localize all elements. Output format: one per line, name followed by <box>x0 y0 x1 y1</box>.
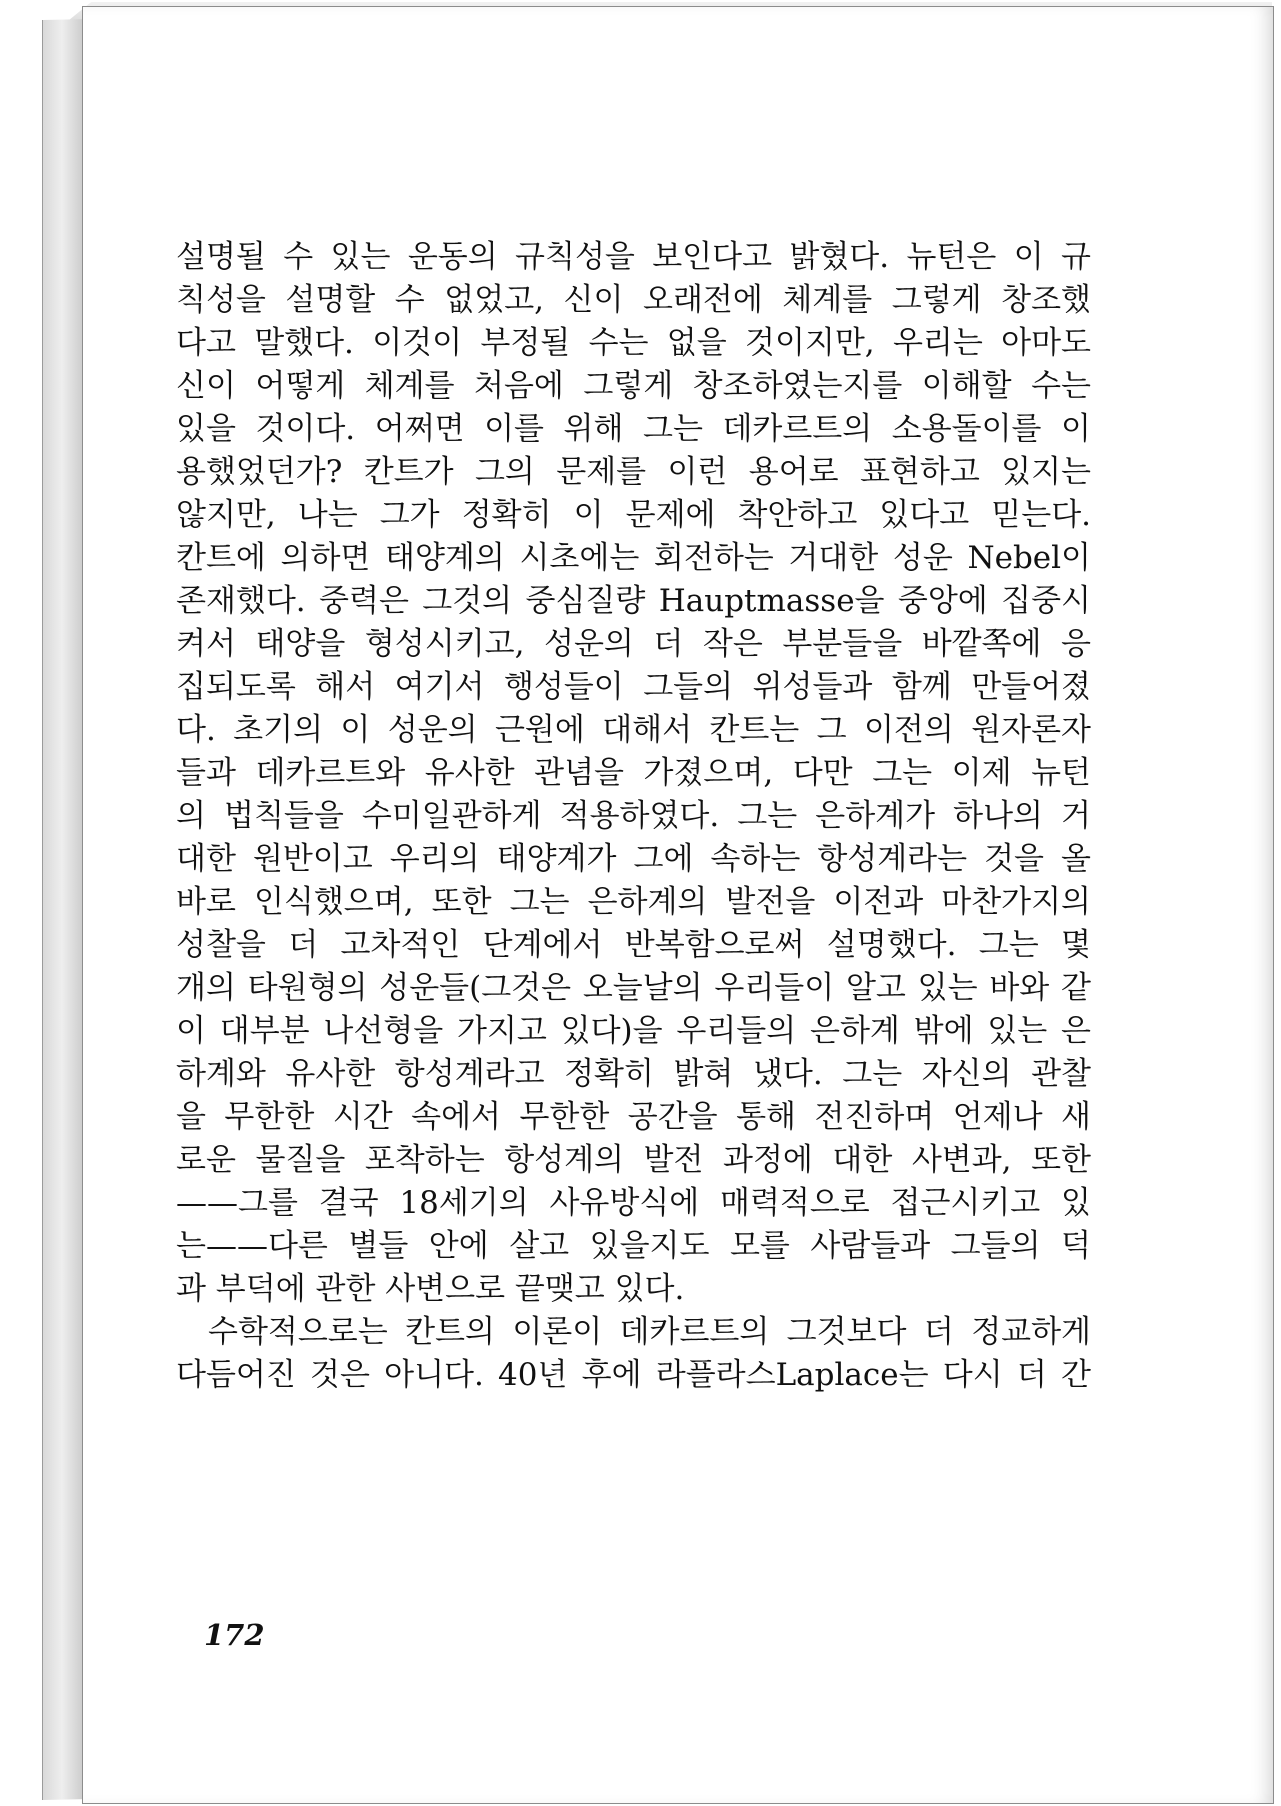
text-line-paragraph-start: 수학적으로는 칸트의 이론이 데카르트의 그것보다 더 정교하게 <box>208 1314 1091 1350</box>
text-line: 의 법칙들을 수미일관하게 적용하였다. 그는 은하계가 하나의 거 <box>176 798 1091 834</box>
text-line: 로운 물질을 포착하는 항성계의 발전 과정에 대한 사변과, 또한 <box>176 1142 1091 1178</box>
text-line: 이 대부분 나선형을 가지고 있다)을 우리들의 은하계 밖에 있는 은 <box>176 1013 1091 1049</box>
text-line: 있을 것이다. 어쩌면 이를 위해 그는 데카르트의 소용돌이를 이 <box>176 411 1091 447</box>
text-line: 바로 인식했으며, 또한 그는 은하계의 발전을 이전과 마찬가지의 <box>176 884 1091 920</box>
text-line: 다고 말했다. 이것이 부정될 수는 없을 것이지만, 우리는 아마도 <box>176 325 1091 361</box>
text-line: 존재했다. 중력은 그것의 중심질량 Hauptmasse을 중앙에 집중시 <box>176 583 1091 619</box>
text-line: 신이 어떻게 체계를 처음에 그렇게 창조하였는지를 이해할 수는 <box>176 368 1091 404</box>
text-line: 다듬어진 것은 아니다. 40년 후에 라플라스Laplace는 다시 더 간 <box>176 1357 1091 1393</box>
text-line: 대한 원반이고 우리의 태양계가 그에 속하는 항성계라는 것을 올 <box>176 841 1091 877</box>
text-line: 을 무한한 시간 속에서 무한한 공간을 통해 전진하며 언제나 새 <box>176 1099 1091 1135</box>
text-line: 는——다른 별들 안에 살고 있을지도 모를 사람들과 그들의 덕 <box>176 1228 1091 1264</box>
text-line: 집되도록 해서 여기서 행성들이 그들의 위성들과 함께 만들어졌 <box>176 669 1091 705</box>
text-line: 성찰을 더 고차적인 단계에서 반복함으로써 설명했다. 그는 몇 <box>176 927 1091 963</box>
text-line: 칙성을 설명할 수 없었고, 신이 오래전에 체계를 그렇게 창조했 <box>176 282 1091 318</box>
text-line: 다. 초기의 이 성운의 근원에 대해서 칸트는 그 이전의 원자론자 <box>176 712 1091 748</box>
book-spine <box>42 19 85 1800</box>
page-number: 172 <box>204 1618 265 1652</box>
text-line-paragraph-end: 과 부덕에 관한 사변으로 끝맺고 있다. <box>176 1271 685 1307</box>
text-line: 들과 데카르트와 유사한 관념을 가졌으며, 다만 그는 이제 뉴턴 <box>176 755 1091 791</box>
text-line: ——그를 결국 18세기의 사유방식에 매력적으로 접근시키고 있 <box>176 1185 1091 1221</box>
text-line: 않지만, 나는 그가 정확히 이 문제에 착안하고 있다고 믿는다. <box>176 497 1091 533</box>
text-line: 용했었던가? 칸트가 그의 문제를 이런 용어로 표현하고 있지는 <box>176 454 1091 490</box>
text-line: 하계와 유사한 항성계라고 정확히 밝혀 냈다. 그는 자신의 관찰 <box>176 1056 1091 1092</box>
text-line: 설명될 수 있는 운동의 규칙성을 보인다고 밝혔다. 뉴턴은 이 규 <box>176 239 1091 275</box>
text-line: 켜서 태양을 형성시키고, 성운의 더 작은 부분들을 바깥쪽에 응 <box>176 626 1091 662</box>
body-text <box>176 236 1091 1397</box>
text-line: 개의 타원형의 성운들(그것은 오늘날의 우리들이 알고 있는 바와 같 <box>176 970 1091 1006</box>
text-line: 칸트에 의하면 태양계의 시초에는 회전하는 거대한 성운 Nebel이 <box>176 540 1091 576</box>
